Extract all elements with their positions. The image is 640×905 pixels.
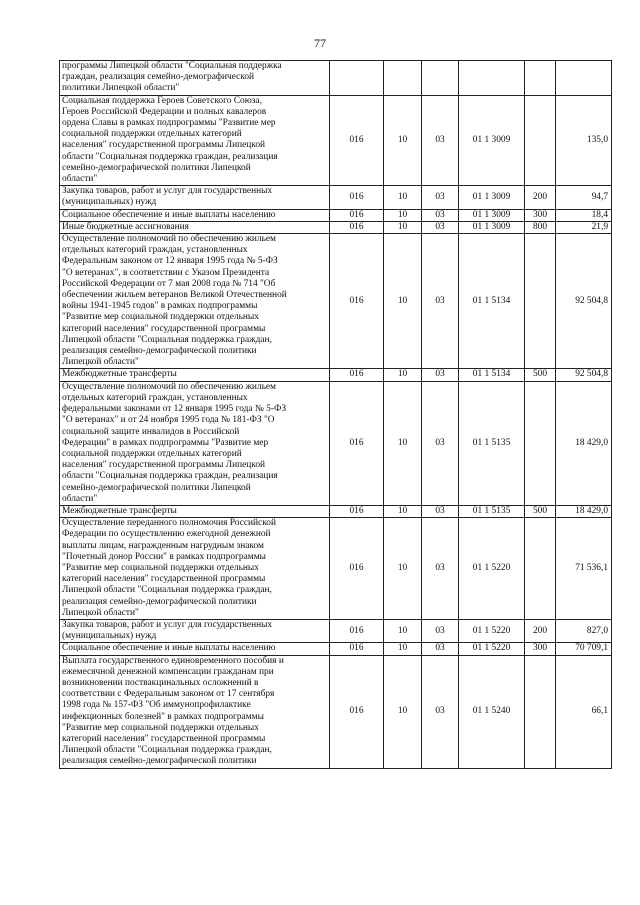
- row-name-cell: [60, 186, 330, 209]
- ministry-code-cell: [330, 61, 384, 96]
- section-code-cell: 10: [384, 186, 422, 209]
- row-name-text: Иные бюджетные ассигнования: [62, 221, 189, 232]
- row-name-cell: [60, 61, 330, 96]
- row-name-cell: [60, 369, 330, 381]
- row-name-cell: [60, 209, 330, 221]
- row-name-text: Социальная поддержка Героев Советского Союза, Героев Российской Федерации и полных кавалеров ордена Славы в рамках подпрограммы "Развитие мер социальной поддержки отдельных категорий населения" государственной программы Липецкой области "Социальная поддержка граждан, реализация семейно-демографической политики Липецкой области": [62, 95, 278, 185]
- row-name-text: Социальное обеспечение и иные выплаты населению: [62, 209, 276, 220]
- target-article-cell: 01 1 5134: [459, 369, 525, 381]
- expense-type-cell: 500: [525, 505, 556, 517]
- row-name-text: программы Липецкой области "Социальная поддержка граждан, реализация семейно-демографической политики Липецкой области": [62, 61, 282, 94]
- table-row: [60, 619, 612, 642]
- ministry-code-cell: 016: [330, 505, 384, 517]
- section-code-cell: 10: [384, 369, 422, 381]
- subsection-code-cell: [422, 61, 459, 96]
- subsection-code-cell: 03: [422, 234, 459, 369]
- section-code-cell: 10: [384, 518, 422, 620]
- row-name-cell: [60, 619, 330, 642]
- expense-type-cell: [525, 61, 556, 96]
- section-code-cell: 10: [384, 643, 422, 655]
- table-row: [60, 95, 612, 186]
- subsection-code-cell: 03: [422, 655, 459, 768]
- target-article-cell: 01 1 3009: [459, 95, 525, 186]
- section-code-cell: 10: [384, 381, 422, 505]
- section-code-cell: 10: [384, 209, 422, 221]
- amount-cell: 70 709,1: [556, 643, 612, 655]
- row-name-cell: [60, 381, 330, 505]
- subsection-code-cell: 03: [422, 209, 459, 221]
- ministry-code-cell: 016: [330, 655, 384, 768]
- section-code-cell: 10: [384, 655, 422, 768]
- target-article-cell: 01 1 5220: [459, 643, 525, 655]
- subsection-code-cell: 03: [422, 369, 459, 381]
- row-name-text: Социальное обеспечение и иные выплаты населению: [62, 643, 276, 654]
- target-article-cell: 01 1 5220: [459, 619, 525, 642]
- expense-type-cell: 800: [525, 221, 556, 233]
- table-row: [60, 186, 612, 209]
- subsection-code-cell: 03: [422, 381, 459, 505]
- amount-cell: 18 429,0: [556, 505, 612, 517]
- ministry-code-cell: 016: [330, 186, 384, 209]
- table-row: [60, 234, 612, 369]
- amount-cell: [556, 61, 612, 96]
- amount-cell: 92 504,8: [556, 234, 612, 369]
- amount-cell: 71 536,1: [556, 518, 612, 620]
- target-article-cell: 01 1 5135: [459, 381, 525, 505]
- target-article-cell: 01 1 5134: [459, 234, 525, 369]
- ministry-code-cell: 016: [330, 95, 384, 186]
- amount-cell: 135,0: [556, 95, 612, 186]
- row-name-text: Выплата государственного единовременного пособия и ежемесячной денежной компенсации гражданам при возникновении поствакцинальных осложнений в соответствии с Федеральным законом от 17 сентября 1998 года № 157-ФЗ "Об иммунопрофилактике инфекционных болезней" в рамках подпрограммы "Развитие мер социальной поддержки отдельных категорий населения" государственной программы Липецкой области "Социальная поддержка граждан, реализация семейно-демографической политики: [62, 655, 284, 767]
- expense-type-cell: [525, 655, 556, 768]
- section-code-cell: [384, 61, 422, 96]
- row-name-text: Закупка товаров, работ и услуг для государственных (муниципальных) нужд: [62, 186, 273, 208]
- expense-type-cell: 300: [525, 643, 556, 655]
- table-row: [60, 209, 612, 221]
- section-code-cell: 10: [384, 234, 422, 369]
- amount-cell: 18 429,0: [556, 381, 612, 505]
- row-name-cell: [60, 518, 330, 620]
- section-code-cell: 10: [384, 221, 422, 233]
- target-article-cell: 01 1 3009: [459, 209, 525, 221]
- target-article-cell: 01 1 5135: [459, 505, 525, 517]
- row-name-cell: [60, 655, 330, 768]
- target-article-cell: [459, 61, 525, 96]
- row-name-cell: [60, 221, 330, 233]
- ministry-code-cell: 016: [330, 209, 384, 221]
- amount-cell: 66,1: [556, 655, 612, 768]
- row-name-text: Закупка товаров, работ и услуг для государственных (муниципальных) нужд: [62, 619, 273, 642]
- row-name-cell: [60, 95, 330, 186]
- table-row: [60, 221, 612, 233]
- row-name-cell: [60, 234, 330, 369]
- table-row: [60, 518, 612, 620]
- expense-type-cell: [525, 95, 556, 186]
- ministry-code-cell: 016: [330, 643, 384, 655]
- row-name-text: Осуществление переданного полномочия Российской Федерации по осуществлению ежегодной денежной выплаты лицам, награжденным нагрудным знаком "Почетный донор России" в рамках подпрограммы "Развитие мер социальной поддержки отдельных категорий населения" государственной программы Липецкой области "Социальная поддержка граждан, реализация семейно-демографической политики Липецкой области": [62, 518, 276, 618]
- ministry-code-cell: 016: [330, 381, 384, 505]
- table-row: [60, 643, 612, 655]
- target-article-cell: 01 1 5220: [459, 518, 525, 620]
- amount-cell: 21,9: [556, 221, 612, 233]
- subsection-code-cell: 03: [422, 186, 459, 209]
- table-row: [60, 61, 612, 96]
- section-code-cell: 10: [384, 95, 422, 186]
- amount-cell: 94,7: [556, 186, 612, 209]
- table-row: [60, 655, 612, 768]
- subsection-code-cell: 03: [422, 95, 459, 186]
- expense-type-cell: [525, 234, 556, 369]
- row-name-text: Осуществление полномочий по обеспечению жильем отдельных категорий граждан, установленных Федеральным законом от 12 января 1995 года № 5-ФЗ "О ветеранах", в соответствии с Указом Президента Российской Федерации от 7 мая 2008 года № 714 "Об обеспечении жильем ветеранов Великой Отечественной войны 1941-1945 годов" в рамках подпрограммы "Развитие мер социальной поддержки отдельных категорий населения" государственной программы Липецкой области "Социальная поддержка граждан, реализация семейно-демографической политики Липецкой области": [62, 234, 287, 368]
- expense-type-cell: 300: [525, 209, 556, 221]
- section-code-cell: 10: [384, 505, 422, 517]
- table-row: [60, 369, 612, 381]
- subsection-code-cell: 03: [422, 518, 459, 620]
- ministry-code-cell: 016: [330, 518, 384, 620]
- expense-type-cell: [525, 381, 556, 505]
- target-article-cell: 01 1 3009: [459, 186, 525, 209]
- section-code-cell: 10: [384, 619, 422, 642]
- amount-cell: 18,4: [556, 209, 612, 221]
- row-name-text: Межбюджетные трансферты: [62, 369, 177, 380]
- ministry-code-cell: 016: [330, 221, 384, 233]
- page-number: 77: [314, 36, 326, 50]
- subsection-code-cell: 03: [422, 619, 459, 642]
- budget-table-body: [60, 61, 612, 769]
- expense-type-cell: 200: [525, 186, 556, 209]
- row-name-cell: [60, 643, 330, 655]
- expense-type-cell: 200: [525, 619, 556, 642]
- row-name-cell: [60, 505, 330, 517]
- target-article-cell: 01 1 5240: [459, 655, 525, 768]
- target-article-cell: 01 1 3009: [459, 221, 525, 233]
- row-name-text: Межбюджетные трансферты: [62, 505, 177, 516]
- budget-table: [59, 60, 612, 769]
- ministry-code-cell: 016: [330, 619, 384, 642]
- table-row: [60, 381, 612, 505]
- table-row: [60, 505, 612, 517]
- subsection-code-cell: 03: [422, 221, 459, 233]
- subsection-code-cell: 03: [422, 505, 459, 517]
- expense-type-cell: [525, 518, 556, 620]
- expense-type-cell: 500: [525, 369, 556, 381]
- ministry-code-cell: 016: [330, 369, 384, 381]
- row-name-text: Осуществление полномочий по обеспечению жильем отдельных категорий граждан, установленных федеральными законами от 12 января 1995 года № 5-ФЗ "О ветеранах" и от 24 ноября 1995 года № 181-ФЗ "О социальной защите инвалидов в Российской Федерации" в рамках подпрограммы "Развитие мер социальной поддержки отдельных категорий населения" государственной программы Липецкой области "Социальная поддержка граждан, реализация семейно-демографической политики Липецкой области": [62, 381, 287, 504]
- subsection-code-cell: 03: [422, 643, 459, 655]
- amount-cell: 92 504,8: [556, 369, 612, 381]
- ministry-code-cell: 016: [330, 234, 384, 369]
- amount-cell: 827,0: [556, 619, 612, 642]
